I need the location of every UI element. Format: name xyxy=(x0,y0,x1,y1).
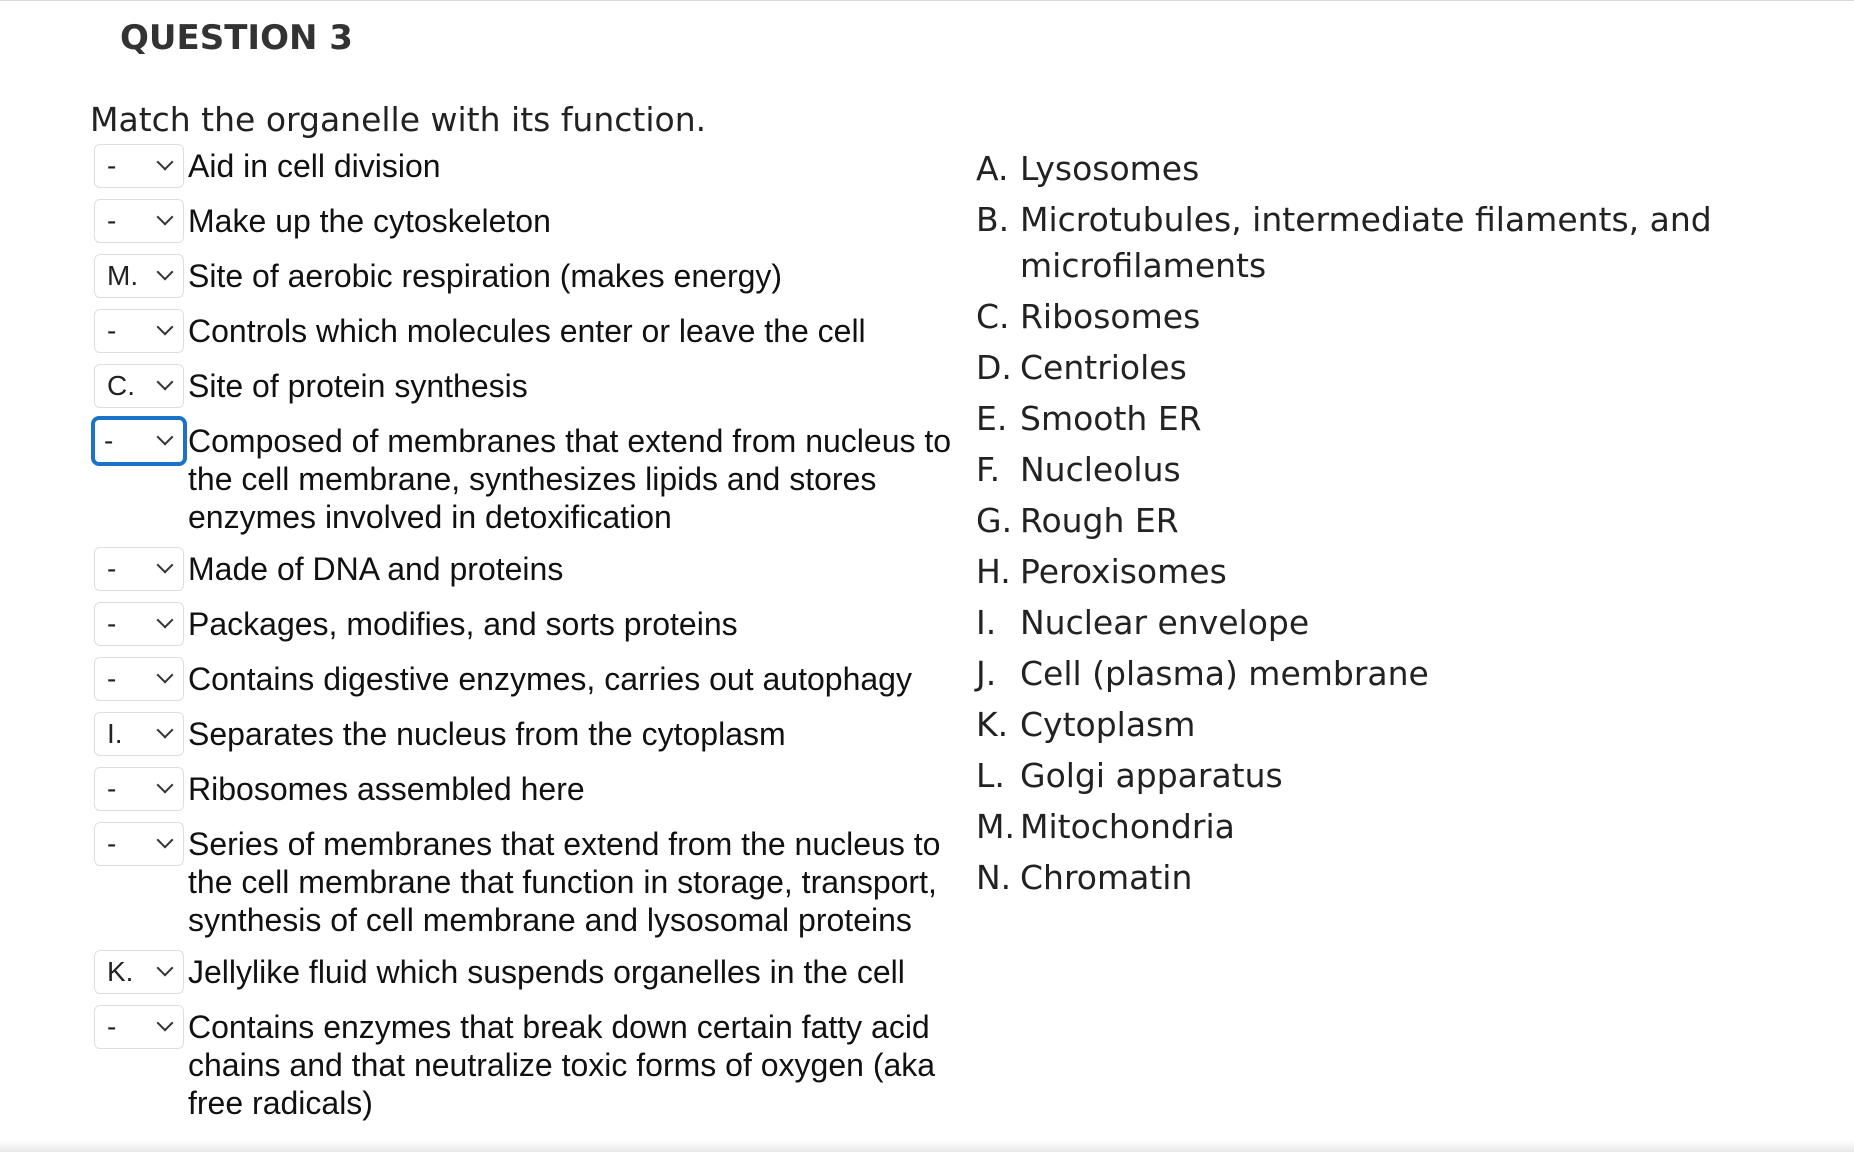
matching-rows xyxy=(94,144,974,1133)
answer-option xyxy=(976,651,1776,697)
match-row xyxy=(94,364,974,408)
chevron-down-icon xyxy=(157,429,174,446)
chevron-down-icon xyxy=(157,264,174,281)
match-row xyxy=(94,547,974,591)
chevron-down-icon xyxy=(157,374,174,391)
answer-select[interactable] xyxy=(94,144,184,188)
answer-select[interactable] xyxy=(94,254,184,298)
match-row xyxy=(94,199,974,243)
option-text: Nuclear envelope xyxy=(1020,603,1310,642)
option-text: Chromatin xyxy=(1020,858,1193,897)
chevron-down-icon xyxy=(157,1015,174,1032)
answer-select[interactable] xyxy=(94,822,184,866)
function-text: Separates the nucleus from the cytoplasm xyxy=(188,716,786,752)
option-text: Smooth ER xyxy=(1020,399,1202,438)
function-text: Site of protein synthesis xyxy=(188,368,528,404)
answer-select-focused[interactable] xyxy=(91,416,187,466)
function-text: Aid in cell division xyxy=(188,148,441,184)
match-row xyxy=(94,1005,974,1122)
chevron-down-icon xyxy=(157,209,174,226)
answer-select[interactable] xyxy=(94,547,184,591)
answer-option xyxy=(976,498,1776,544)
chevron-down-icon xyxy=(157,612,174,629)
answer-option xyxy=(976,702,1776,748)
option-letter: A. xyxy=(976,149,1009,188)
top-divider xyxy=(0,0,1854,1)
selected-value: - xyxy=(107,553,117,584)
selected-value: - xyxy=(107,315,117,346)
answer-select[interactable] xyxy=(94,364,184,408)
option-text: Nucleolus xyxy=(1020,450,1181,489)
question-title: QUESTION 3 xyxy=(120,18,353,58)
option-letter: B. xyxy=(976,200,1010,239)
function-text: Site of aerobic respiration (makes energy) xyxy=(188,258,783,294)
match-row xyxy=(94,144,974,188)
selected-value: - xyxy=(104,425,114,456)
bottom-edge-shadow xyxy=(0,1140,1854,1152)
match-row xyxy=(94,309,974,353)
answer-option xyxy=(976,197,1776,289)
chevron-down-icon xyxy=(157,319,174,336)
option-text: Cytoplasm xyxy=(1020,705,1196,744)
match-row xyxy=(94,602,974,646)
option-text: Peroxisomes xyxy=(1020,552,1227,591)
selected-value: M. xyxy=(107,260,139,291)
match-row xyxy=(94,712,974,756)
selected-value: - xyxy=(107,1011,117,1042)
answer-options-list xyxy=(976,146,1776,906)
function-text: Jellylike fluid which suspends organelles in the cell xyxy=(188,954,905,990)
option-letter: G. xyxy=(976,501,1013,540)
option-letter: F. xyxy=(976,450,1001,489)
answer-option xyxy=(976,447,1776,493)
option-letter: M. xyxy=(976,807,1015,846)
option-text: Ribosomes xyxy=(1020,297,1201,336)
chevron-down-icon xyxy=(157,722,174,739)
selected-value: - xyxy=(107,205,117,236)
answer-option xyxy=(976,146,1776,192)
selected-value: - xyxy=(107,773,117,804)
answer-option xyxy=(976,804,1776,850)
option-letter: I. xyxy=(976,603,997,642)
function-text: Series of membranes that extend from the nucleus to the cell membrane that function in storage, transport, synthesis of cell membrane and lysosomal proteins xyxy=(188,826,941,938)
chevron-down-icon xyxy=(157,557,174,574)
selected-value: - xyxy=(107,828,117,859)
match-row xyxy=(94,254,974,298)
selected-value: K. xyxy=(107,956,134,987)
option-letter: E. xyxy=(976,399,1008,438)
option-text: Lysosomes xyxy=(1020,149,1200,188)
option-text: Rough ER xyxy=(1020,501,1179,540)
answer-select[interactable] xyxy=(94,199,184,243)
option-letter: D. xyxy=(976,348,1012,387)
match-row xyxy=(94,767,974,811)
answer-option xyxy=(976,600,1776,646)
chevron-down-icon xyxy=(157,832,174,849)
selected-value: - xyxy=(107,663,117,694)
answer-option xyxy=(976,549,1776,595)
option-text: Golgi apparatus xyxy=(1020,756,1283,795)
option-letter: N. xyxy=(976,858,1012,897)
option-text: Mitochondria xyxy=(1020,807,1235,846)
option-letter: C. xyxy=(976,297,1010,336)
selected-value: I. xyxy=(107,718,123,749)
match-row xyxy=(94,950,974,994)
option-text: Centrioles xyxy=(1020,348,1187,387)
chevron-down-icon xyxy=(157,960,174,977)
match-row xyxy=(94,822,974,939)
answer-select[interactable] xyxy=(94,712,184,756)
function-text: Contains digestive enzymes, carries out autophagy xyxy=(188,661,912,697)
question-prompt: Match the organelle with its function. xyxy=(90,100,707,139)
option-text: Cell (plasma) membrane xyxy=(1020,654,1429,693)
answer-option xyxy=(976,294,1776,340)
answer-option xyxy=(976,345,1776,391)
selected-value: - xyxy=(107,608,117,639)
function-text: Ribosomes assembled here xyxy=(188,771,585,807)
answer-option xyxy=(976,396,1776,442)
answer-select[interactable] xyxy=(94,950,184,994)
selected-value: - xyxy=(107,150,117,181)
match-row xyxy=(94,419,974,536)
answer-select[interactable] xyxy=(94,1005,184,1049)
match-row xyxy=(94,657,974,701)
answer-option xyxy=(976,855,1776,901)
answer-select[interactable] xyxy=(94,767,184,811)
function-text: Composed of membranes that extend from nucleus to the cell membrane, synthesizes lipids and stores enzymes involved in detoxification xyxy=(188,423,952,535)
option-letter: H. xyxy=(976,552,1011,591)
function-text: Contains enzymes that break down certain fatty acid chains and that neutralize toxic forms of oxygen (aka free radicals) xyxy=(188,1009,936,1121)
function-text: Controls which molecules enter or leave the cell xyxy=(188,313,866,349)
option-letter: J. xyxy=(976,654,997,693)
function-text: Made of DNA and proteins xyxy=(188,551,564,587)
answer-select[interactable] xyxy=(94,657,184,701)
function-text: Packages, modifies, and sorts proteins xyxy=(188,606,738,642)
option-letter: L. xyxy=(976,756,1005,795)
option-letter: K. xyxy=(976,705,1009,744)
selected-value: C. xyxy=(107,370,135,401)
answer-option xyxy=(976,753,1776,799)
option-text: Microtubules, intermediate filaments, and microfilaments xyxy=(1020,200,1712,285)
answer-select[interactable] xyxy=(94,309,184,353)
chevron-down-icon xyxy=(157,777,174,794)
chevron-down-icon xyxy=(157,667,174,684)
function-text: Make up the cytoskeleton xyxy=(188,203,551,239)
answer-select[interactable] xyxy=(94,602,184,646)
chevron-down-icon xyxy=(157,154,174,171)
